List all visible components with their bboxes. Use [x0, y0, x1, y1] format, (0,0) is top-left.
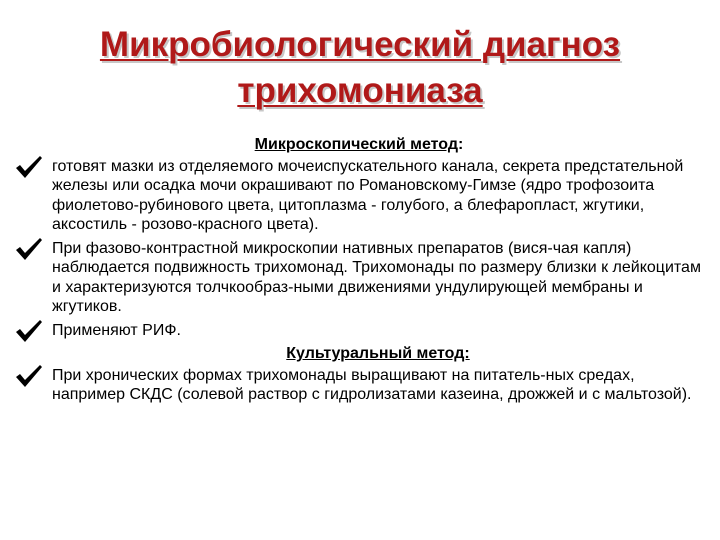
checkmark-icon	[14, 318, 44, 344]
checkmark-icon	[14, 363, 44, 389]
bullet-item-text: готовят мазки из отделяемого мочеиспускательного канала, секрета предстательной железы или осадка мочи окрашивают по Романовскому-Гимзе (ядро трофозоита фиолетово-рубинового цвета, цитоплазма - голубого, а блефаропласт, жгутики, аксостиль - розово-красного цвета).	[52, 157, 684, 233]
bullet-item	[14, 366, 704, 405]
title-line-2: трихомониаза	[237, 71, 483, 110]
bullet-item	[14, 239, 704, 317]
section-heading-culture-label: Культуральный метод:	[286, 345, 470, 362]
bullet-item	[14, 157, 704, 235]
bullet-item-text: Применяют РИФ.	[52, 321, 181, 339]
section-heading-microscopy-colon: :	[458, 136, 464, 153]
bullet-item-text: При фазово-контрастной микроскопии нативных препаратов (вися-чая капля) наблюдается подвижность трихомонад. Трихомонады по размеру близки к лейкоцитам и характеризуются толчкообраз-ными движениями ундулирующей мембраны и жгутиков.	[52, 239, 701, 315]
checkmark-icon	[14, 154, 44, 180]
bullet-item-text: При хронических формах трихомонады выращивают на питатель-ных средах, например СКДС (солевой раствор с гидролизатами казеина, дрожжей и с мальтозой).	[52, 366, 692, 403]
slide-title	[20, 22, 700, 114]
section-heading-microscopy	[14, 135, 704, 155]
checkmark-icon	[14, 236, 44, 262]
title-line-1: Микробиологический диагноз	[99, 25, 621, 64]
bullet-item	[14, 321, 704, 341]
slide-body	[14, 135, 704, 409]
section-heading-microscopy-label: Микроскопический метод	[254, 136, 458, 153]
section-heading-culture	[14, 344, 704, 364]
